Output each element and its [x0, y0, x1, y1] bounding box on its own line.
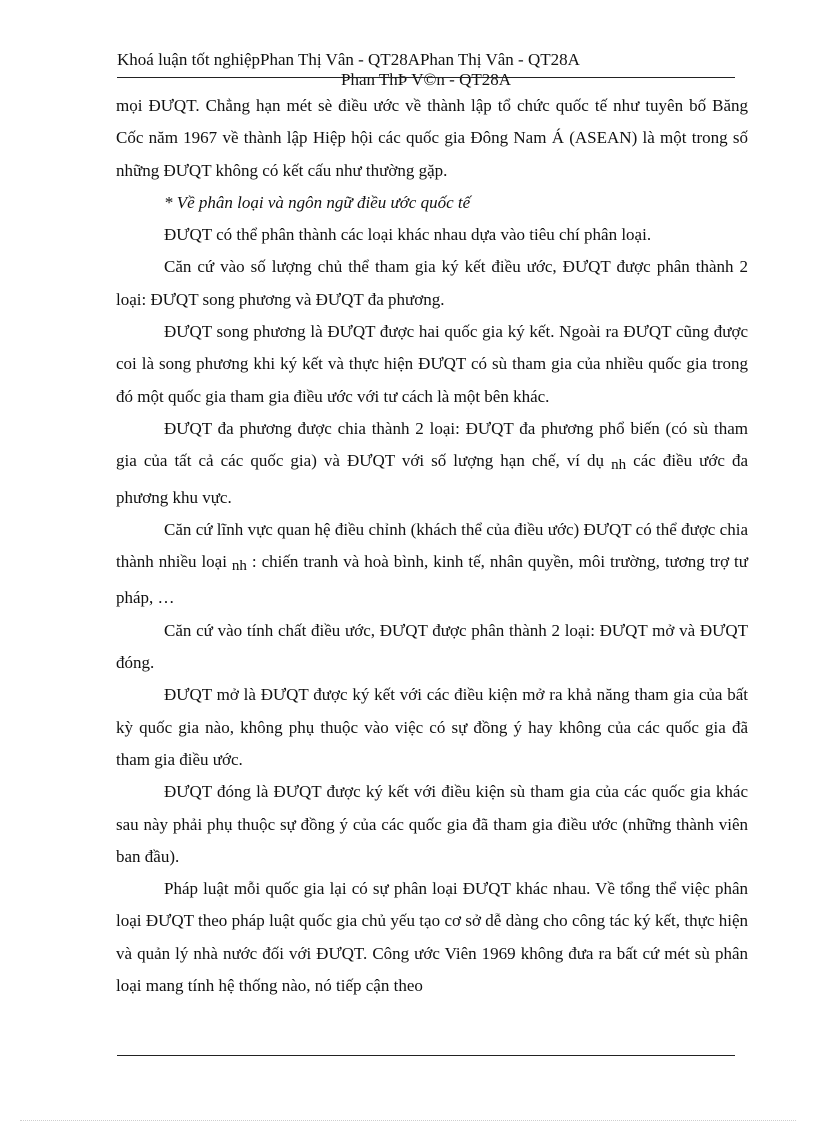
paragraph: ĐƯQT song phương là ĐƯQT được hai quốc gia ký kết. Ngoài ra ĐƯQT cũng được coi là song phương khi ký kết và thực hiện ĐƯQT có sù tham gia của nhiều quốc gia trong đó một quốc gia tham gia điều ước với tư cách là một bên khác.	[116, 322, 748, 406]
paragraph: ĐƯQT đóng là ĐƯQT được ký kết với điều kiện sù tham gia của các quốc gia khác sau này phải phụ thuộc sự đồng ý của các quốc gia đã tham gia điều ước (những thành viên ban đầu).	[116, 782, 748, 866]
paragraph-text: Căn cứ lĩnh vực quan hệ điều chỉnh (khách thể của điều ước) ĐƯQT có thể được chia thành nhiều loại	[116, 519, 748, 572]
document-body	[116, 90, 748, 1002]
paragraph	[116, 413, 748, 514]
footer-rule	[117, 1055, 735, 1056]
page-header	[117, 50, 735, 89]
section-heading: * Về phân loại và ngôn ngữ điều ước quốc tế	[164, 192, 471, 212]
paragraph: Pháp luật mỗi quốc gia lại có sự phân loại ĐƯQT khác nhau. Về tổng thể việc phân loại ĐƯQT theo pháp luật quốc gia chủ yếu tạo cơ sở dễ dàng cho công tác ký kết, thực hiện và quản lý nhà nước đối với ĐƯQT. Công ước Viên 1969 không đưa ra bất cứ mét sù phân loại mang tính hệ thống nào, nó tiếp cận theo	[116, 879, 748, 996]
header-author: Phan ThÞ V©n - QT28A	[340, 70, 512, 89]
paragraph: Căn cứ vào tính chất điều ước, ĐƯQT được phân thành 2 loại: ĐƯQT mở và ĐƯQT đóng.	[116, 620, 748, 673]
paragraph-continuation: mọi ĐƯQT. Chẳng hạn mét sè điều ước về thành lập tổ chức quốc tế như tuyên bố Băng Cốc năm 1967 về thành lập Hiệp hội các quốc gia Đông Nam Á (ASEAN) là một trong số những ĐƯQT không có kết cấu như thường gặp.	[116, 96, 748, 180]
paragraph: ĐƯQT có thể phân thành các loại khác nhau dựa vào tiêu chí phân loại.	[164, 225, 652, 245]
header-rule	[117, 77, 735, 78]
paragraph: ĐƯQT mở là ĐƯQT được ký kết với các điều kiện mở ra khả năng tham gia của bất kỳ quốc gia nào, không phụ thuộc vào việc có sự đồng ý hay không của các quốc gia đã tham gia điều ước.	[116, 685, 748, 769]
paragraph-text: các điều ước đa phương khu vực.	[116, 451, 748, 507]
paragraph-text: : chiến tranh và hoà bình, kinh tế, nhân quyền, môi trường, tương trợ tư pháp, …	[116, 552, 748, 608]
page-edge	[20, 1120, 796, 1121]
paragraph	[116, 514, 748, 615]
subscript-text: nh	[611, 457, 627, 474]
paragraph-text: ĐƯQT đa phương được chia thành 2 loại: ĐƯQT đa phương phổ biến (có sù tham gia của tất cả các quốc gia) và ĐƯQT với số lượng hạn chế, ví dụ	[116, 418, 748, 471]
paragraph: Căn cứ vào số lượng chủ thể tham gia ký kết điều ước, ĐƯQT được phân thành 2 loại: ĐƯQT song phương và ĐƯQT đa phương.	[116, 257, 748, 309]
header-title: Khoá luận tốt nghiệpPhan Thị Vân - QT28APhan Thị Vân - QT28A	[117, 50, 580, 69]
subscript-text: nh	[231, 558, 247, 575]
